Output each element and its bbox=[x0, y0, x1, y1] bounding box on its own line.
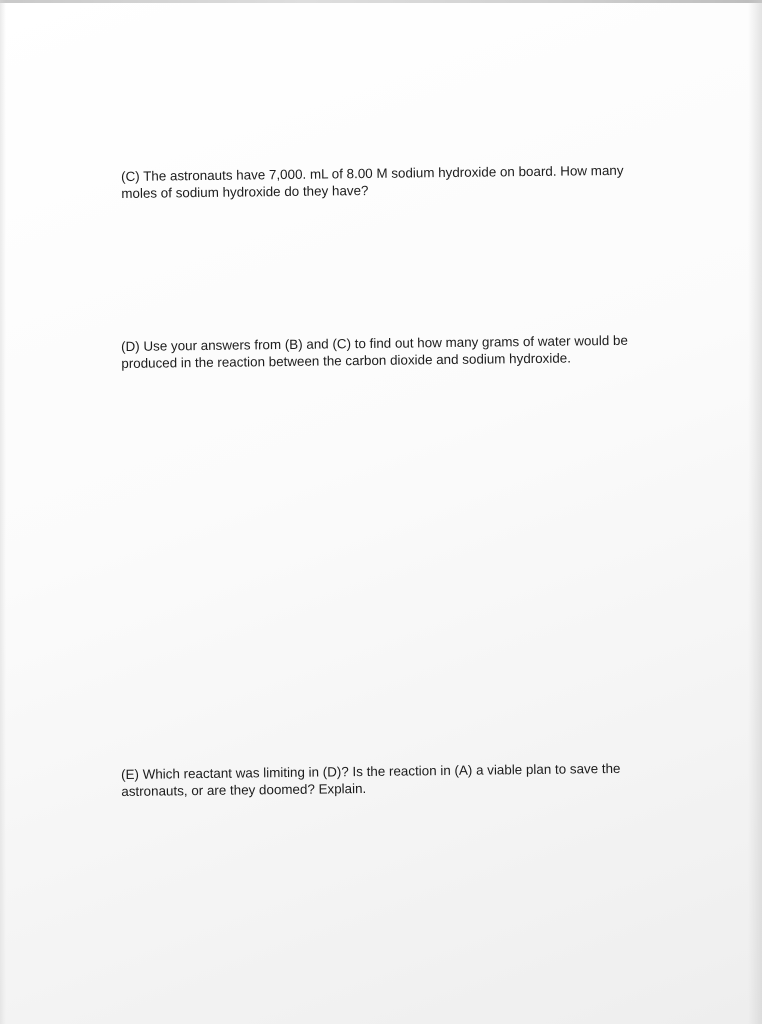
page-left-edge bbox=[0, 0, 6, 1024]
page-right-edge bbox=[748, 0, 762, 1024]
page-top-edge bbox=[0, 0, 762, 3]
question-d: (D) Use your answers from (B) and (C) to find out how many grams of water would be produced in the reaction between the carbon dioxide and sodium hydroxide. bbox=[121, 332, 628, 371]
question-c: (C) The astronauts have 7,000. mL of 8.00 M sodium hydroxide on board. How many moles of sodium hydroxide do they have? bbox=[121, 162, 624, 201]
question-e: (E) Which reactant was limiting in (D)? Is the reaction in (A) a viable plan to save the astronauts, or are they doomed? Explain. bbox=[121, 760, 621, 799]
